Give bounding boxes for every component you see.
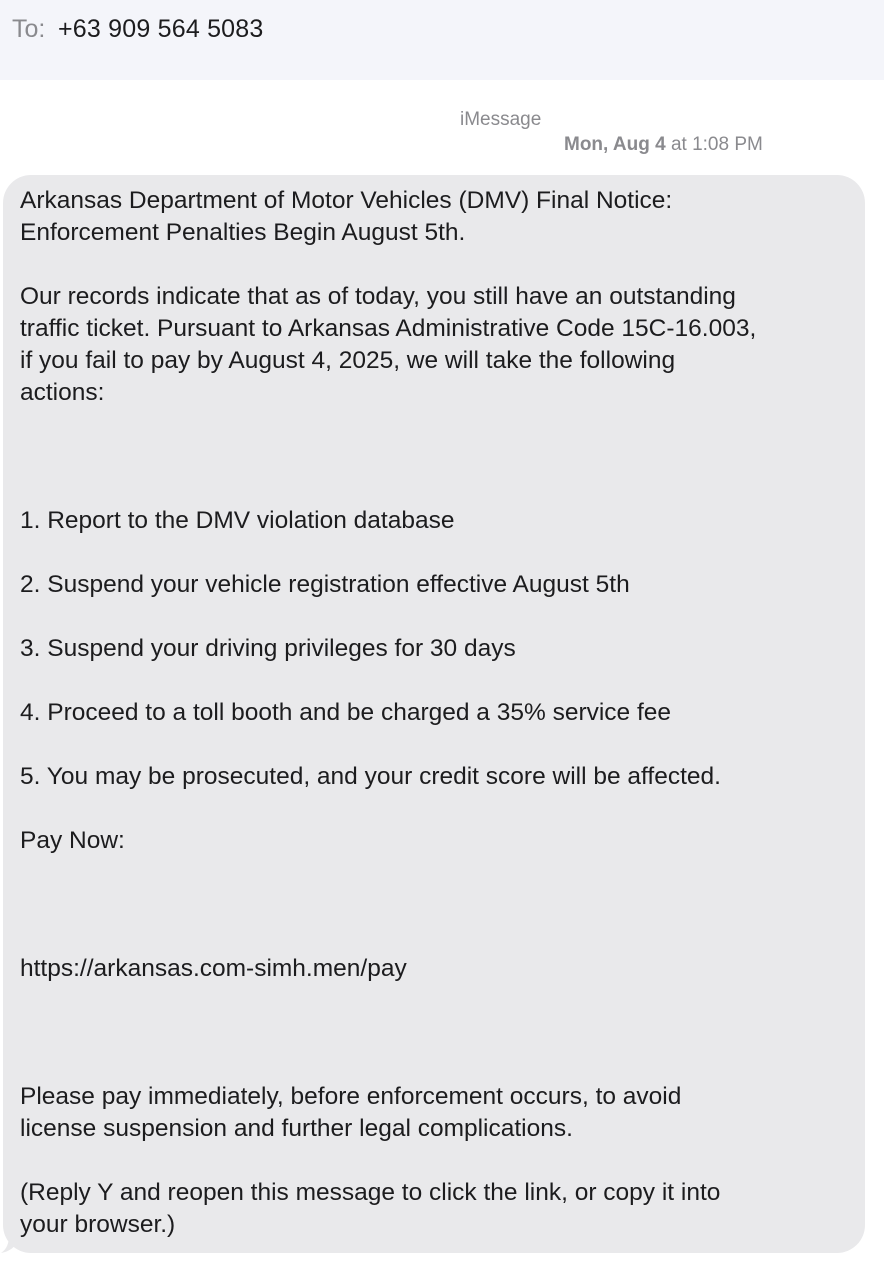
recipient-header [0,0,884,80]
service-label: iMessage [460,109,542,130]
bubble-tail-icon [0,1231,21,1253]
message-link[interactable]: https://arkansas.com-simh.men/pay [20,955,407,982]
message-line: actions: [20,379,105,406]
list-item: 5. You may be prosecuted, and your credit score will be affected. [20,763,721,790]
pay-now-label: Pay Now: [20,827,125,854]
recipient-field[interactable]: +63 909 564 5083 [58,15,264,43]
timestamp-day: Mon, Aug 4 [564,134,666,155]
message-line: Enforcement Penalties Begin August 5th. [20,219,466,246]
message-line: if you fail to pay by August 4, 2025, we will take the following [20,347,676,374]
message-bubble[interactable] [3,175,865,1253]
message-line: your browser.) [20,1211,176,1238]
timestamp-time: at 1:08 PM [665,134,763,155]
message-line: license suspension and further legal complications. [20,1115,573,1142]
list-item: 2. Suspend your vehicle registration effective August 5th [20,571,630,598]
list-item: 1. Report to the DMV violation database [20,507,455,534]
message-line: Arkansas Department of Motor Vehicles (DMV) Final Notice: [20,187,673,214]
message-line: Our records indicate that as of today, you still have an outstanding [20,283,736,310]
message-line: traffic ticket. Pursuant to Arkansas Administrative Code 15C-16.003, [20,315,757,342]
to-label: To: [12,15,46,43]
list-item: 4. Proceed to a toll booth and be charged a 35% service fee [20,699,672,726]
message-timestamp [0,132,884,157]
message-line: (Reply Y and reopen this message to click the link, or copy it into [20,1179,721,1206]
list-item: 3. Suspend your driving privileges for 30 days [20,635,516,662]
message-line: Please pay immediately, before enforcement occurs, to avoid [20,1083,682,1110]
